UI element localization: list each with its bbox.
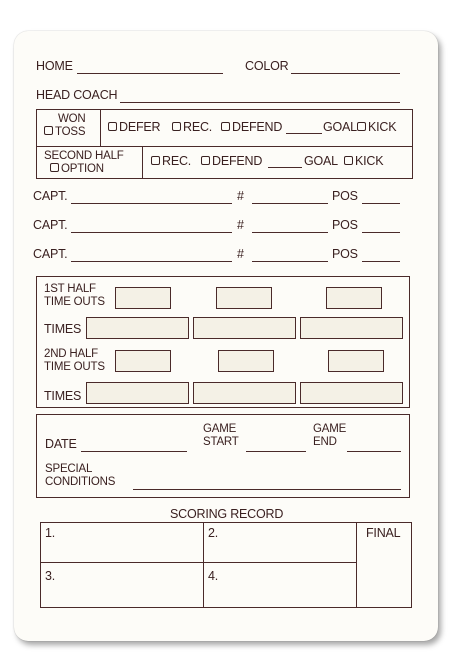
second-half-timeout-2[interactable] [218, 350, 274, 372]
capt-label-2: CAPT. [33, 218, 68, 232]
second-half-timeout-1[interactable] [115, 350, 171, 372]
second-option-defend[interactable]: DEFEND [201, 155, 262, 168]
won-label-line1: WON [58, 113, 86, 125]
capt-pos-field-1[interactable] [362, 203, 400, 204]
capt-name-field-2[interactable] [71, 232, 232, 233]
special-label-line1: SPECIAL [45, 463, 93, 475]
scoring-record-title: SCORING RECORD [170, 507, 284, 521]
second-rec-checkbox[interactable] [151, 156, 160, 165]
date-label: DATE [45, 437, 77, 451]
toss-option-rec[interactable]: REC. [172, 121, 212, 134]
toss-option-defend[interactable]: DEFEND [221, 121, 282, 134]
first-half-times-label: TIMES [44, 322, 82, 336]
home-label: HOME [36, 59, 73, 73]
capt-number-label-1: # [237, 189, 244, 203]
game-start-label-line2: START [203, 436, 239, 448]
capt-number-label-2: # [237, 218, 244, 232]
first-half-timeout-2[interactable] [216, 287, 272, 309]
defend-checkbox[interactable] [221, 122, 230, 131]
second-option-goal: GOAL [304, 154, 338, 168]
capt-pos-label-1: POS [332, 189, 358, 203]
scoring-cell-4[interactable]: 4. [208, 569, 219, 583]
color-field[interactable] [291, 73, 400, 74]
capt-number-field-3[interactable] [252, 261, 328, 262]
first-half-label-line1: 1ST HALF [44, 283, 96, 295]
scoring-divider-1 [203, 522, 204, 608]
capt-pos-label-3: POS [332, 247, 358, 261]
scoring-divider-row [40, 562, 356, 563]
second-half-time-field-1[interactable] [86, 382, 189, 404]
toss-divider [36, 146, 413, 147]
second-half-to-label-line2: TIME OUTS [44, 361, 105, 373]
toss-option-goal: GOAL [323, 120, 357, 134]
date-field[interactable] [81, 451, 187, 452]
defend-goal-field[interactable] [286, 133, 322, 134]
second-option-kick[interactable]: KICK [344, 155, 383, 168]
second-half-label-line1: SECOND HALF [44, 150, 124, 162]
second-half-to-label-line1: 2ND HALF [44, 348, 98, 360]
second-defend-goal-field[interactable] [268, 167, 302, 168]
capt-number-field-2[interactable] [252, 232, 328, 233]
second-half-time-field-2[interactable] [193, 382, 296, 404]
capt-pos-field-2[interactable] [362, 232, 400, 233]
special-label-line2: CONDITIONS [45, 476, 116, 488]
game-start-field[interactable] [246, 451, 306, 452]
game-start-label-line1: GAME [203, 423, 237, 435]
won-label-line2: TOSS [44, 126, 85, 138]
second-option-rec[interactable]: REC. [151, 155, 191, 168]
game-end-field[interactable] [347, 451, 401, 452]
home-field[interactable] [77, 73, 223, 74]
first-half-timeout-3[interactable] [326, 287, 382, 309]
capt-pos-label-2: POS [332, 218, 358, 232]
second-half-timeout-3[interactable] [328, 350, 384, 372]
second-half-times-label: TIMES [44, 389, 82, 403]
capt-label-3: CAPT. [33, 247, 68, 261]
toss-option-kick[interactable]: KICK [357, 121, 396, 134]
color-label: COLOR [245, 59, 289, 73]
second-half-label-line2: OPTION [50, 163, 104, 175]
first-half-time-field-1[interactable] [86, 317, 189, 339]
defer-checkbox[interactable] [108, 122, 117, 131]
kick-checkbox[interactable] [357, 122, 366, 131]
capt-name-field-3[interactable] [71, 261, 232, 262]
toss-option-defer[interactable]: DEFER [108, 121, 160, 134]
toss-label-divider-2 [142, 146, 143, 179]
special-conditions-field[interactable] [133, 489, 401, 490]
game-end-label-line1: GAME [313, 423, 347, 435]
second-kick-checkbox[interactable] [344, 156, 353, 165]
head-coach-field[interactable] [120, 102, 400, 103]
first-half-time-field-3[interactable] [300, 317, 403, 339]
rec-checkbox[interactable] [172, 122, 181, 131]
scoring-divider-2 [356, 522, 357, 608]
final-label: FINAL [366, 526, 401, 540]
scoring-cell-2[interactable]: 2. [208, 526, 219, 540]
scoring-cell-1[interactable]: 1. [45, 526, 56, 540]
capt-name-field-1[interactable] [71, 203, 232, 204]
capt-pos-field-3[interactable] [362, 261, 400, 262]
second-half-time-field-3[interactable] [300, 382, 403, 404]
toss-label-divider-1 [100, 109, 101, 146]
won-toss-checkbox[interactable] [44, 126, 53, 135]
capt-number-label-3: # [237, 247, 244, 261]
capt-number-field-1[interactable] [252, 203, 328, 204]
first-half-time-field-2[interactable] [193, 317, 296, 339]
scoring-cell-3[interactable]: 3. [45, 569, 56, 583]
second-defend-checkbox[interactable] [201, 156, 210, 165]
first-half-label-line2: TIME OUTS [44, 296, 105, 308]
second-half-option-checkbox[interactable] [50, 163, 59, 172]
coin-toss-card [14, 31, 438, 641]
capt-label-1: CAPT. [33, 189, 68, 203]
head-coach-label: HEAD COACH [36, 88, 118, 102]
first-half-timeout-1[interactable] [115, 287, 171, 309]
game-end-label-line2: END [313, 436, 337, 448]
